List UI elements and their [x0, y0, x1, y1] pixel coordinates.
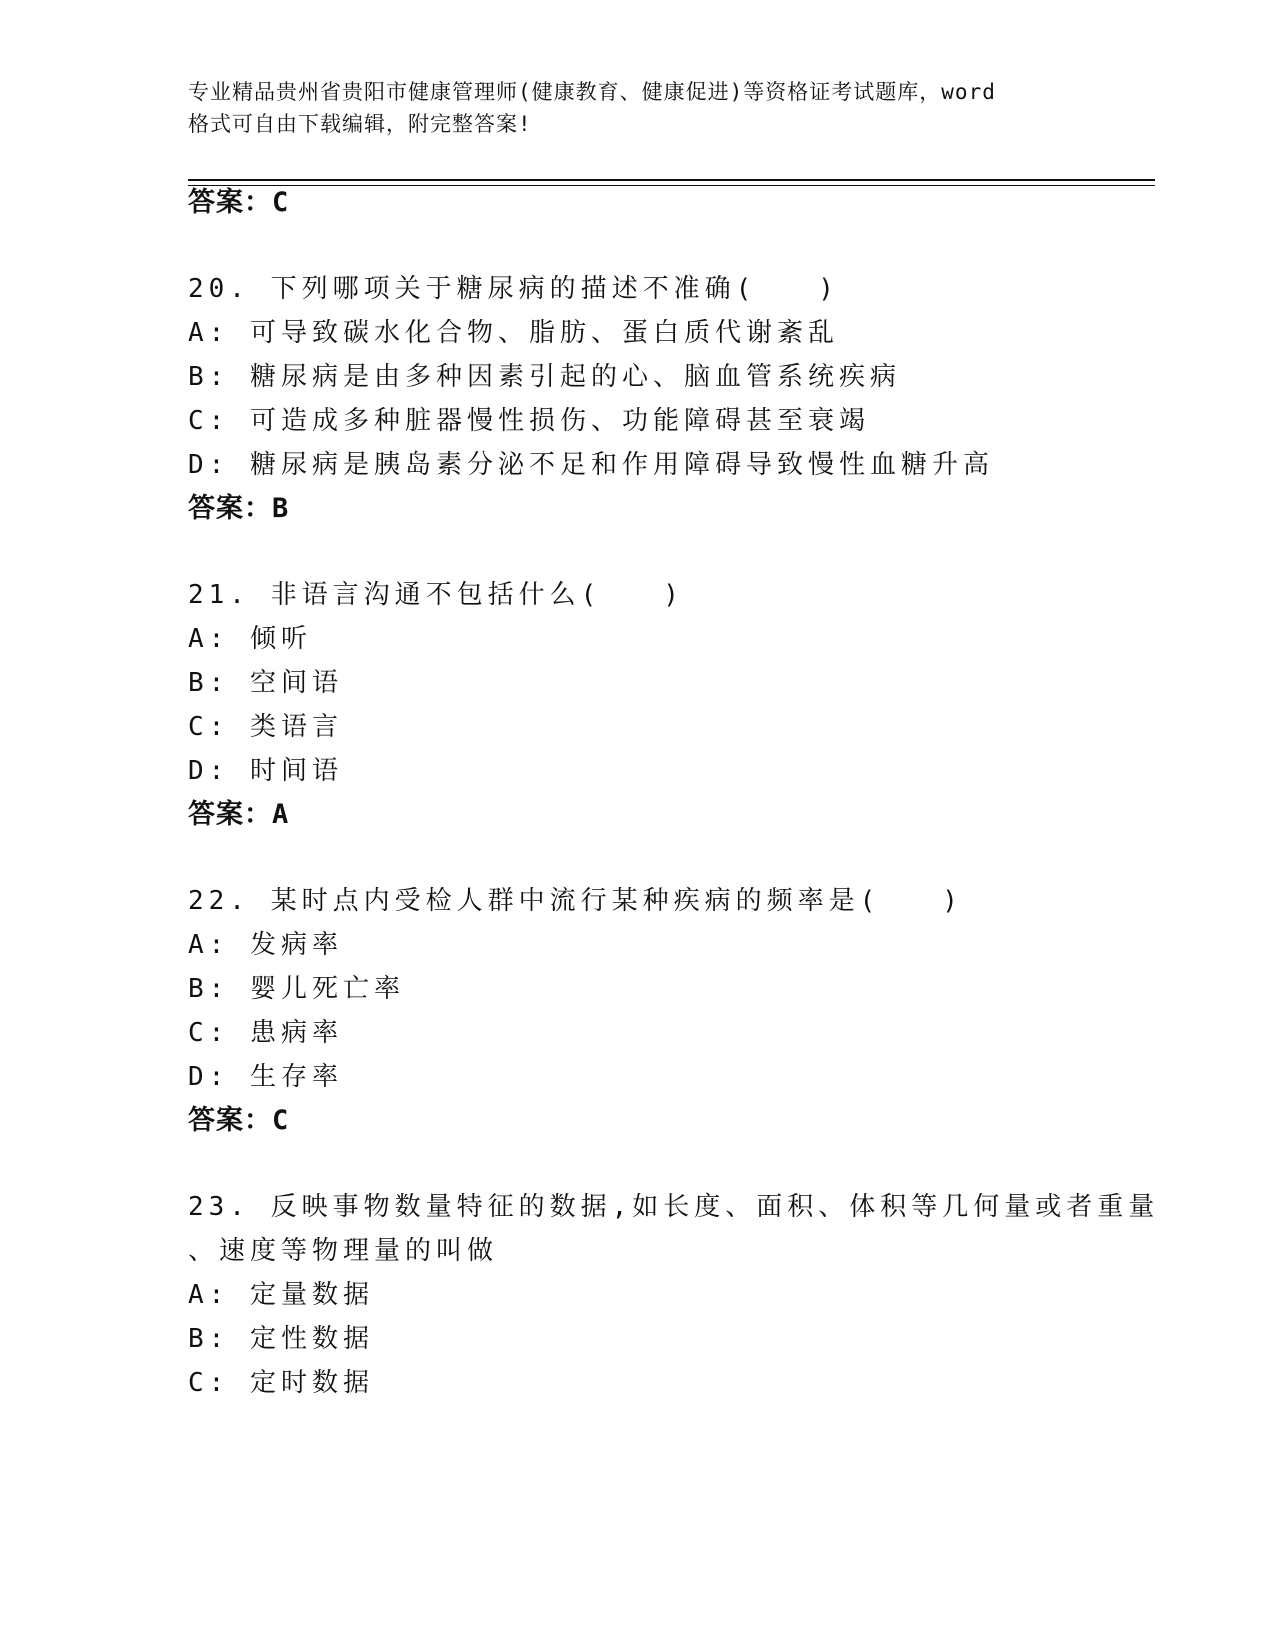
question-22-option-c: C: 患病率	[188, 1018, 343, 1048]
document-header	[188, 76, 1088, 140]
question-22-option-a: A: 发病率	[188, 930, 343, 960]
question-22-stem: 22. 某时点内受检人群中流行某种疾病的频率是( )	[188, 886, 963, 916]
answer-19: 答案：C	[188, 187, 290, 218]
question-23-option-a: A: 定量数据	[188, 1280, 374, 1310]
question-21-stem: 21. 非语言沟通不包括什么( )	[188, 580, 684, 610]
question-20-option-b: B: 糖尿病是由多种因素引起的心、脑血管系统疾病	[188, 362, 901, 392]
question-20-stem: 20. 下列哪项关于糖尿病的描述不准确( )	[188, 274, 839, 304]
question-20-option-d: D: 糖尿病是胰岛素分泌不足和作用障碍导致慢性血糖升高	[188, 450, 994, 480]
question-20-option-c: C: 可造成多种脏器慢性损伤、功能障碍甚至衰竭	[188, 406, 870, 436]
question-20-answer: 答案：B	[188, 493, 290, 524]
question-21-option-b: B: 空间语	[188, 668, 343, 698]
question-22-option-d: D: 生存率	[188, 1062, 343, 1092]
question-23-stem-line-1: 23. 反映事物数量特征的数据,如长度、面积、体积等几何量或者重量	[188, 1192, 1160, 1222]
question-22-option-b: B: 婴儿死亡率	[188, 974, 405, 1004]
header-divider-thick	[188, 179, 1155, 181]
question-21-answer: 答案：A	[188, 799, 290, 830]
question-21-option-c: C: 类语言	[188, 712, 343, 742]
question-23-stem-line-2: 、速度等物理量的叫做	[188, 1236, 499, 1266]
header-divider-thin	[188, 185, 1155, 186]
header-line-2: 格式可自由下载编辑，附完整答案!	[188, 112, 532, 136]
question-23-option-c: C: 定时数据	[188, 1368, 374, 1398]
question-21-option-d: D: 时间语	[188, 756, 343, 786]
question-21-option-a: A: 倾听	[188, 624, 312, 654]
question-22-answer: 答案：C	[188, 1105, 290, 1136]
question-20-option-a: A: 可导致碳水化合物、脂肪、蛋白质代谢紊乱	[188, 318, 839, 348]
question-23-option-b: B: 定性数据	[188, 1324, 374, 1354]
header-line-1: 专业精品贵州省贵阳市健康管理师(健康教育、健康促进)等资格证考试题库，word	[188, 80, 996, 104]
